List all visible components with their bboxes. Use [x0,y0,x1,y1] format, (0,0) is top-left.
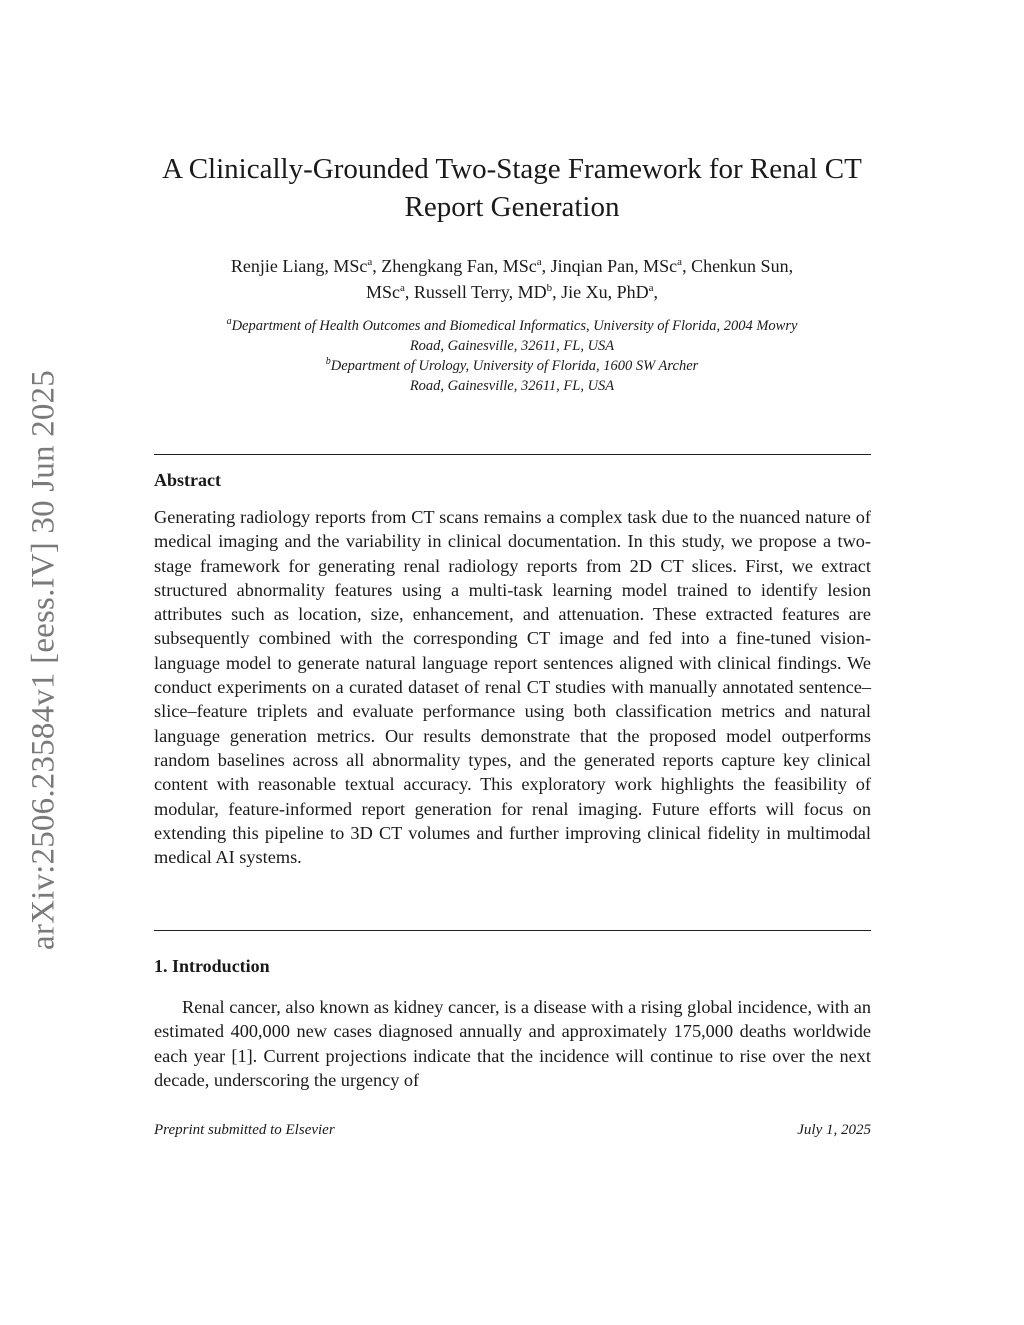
abstract-heading: Abstract [154,470,221,490]
abstract-bottom-rule [154,930,871,931]
affiliation-b: $^b$Department of Urology, University of Florida, 1600 SW Archer [325,356,699,374]
paper-title [140,150,884,226]
footer-date: July 1, 2025 [797,1122,871,1138]
affiliation-b-cont: Road, Gainesville, 32611, FL, USA [409,378,615,394]
abstract-top-rule [154,454,871,455]
affiliation-a: $^a$Department of Health Outcomes and Biomedical Informatics, University of Florida, 2004 Mowry [226,316,798,334]
author-list [155,253,869,305]
author-degree: MSc$^a$, [365,282,414,302]
author: Jie Xu, PhD$^a$, [561,282,659,302]
affiliations [150,316,874,396]
introduction-paragraph: Renal cancer, also known as kidney cancer, is a disease with a rising global incidence, with an estimated 400,000 new cases diagnosed annually and approximately 175,000 deaths worldwide each year [1]. Current projections indicate that the incidence will continue to rise over the next decade, underscoring the urgency of [154,997,871,1090]
author: Russell Terry, $MD^b$, [413,282,562,302]
author: Renjie Liang, MSc$^a$, [230,256,382,276]
author: Jinqian Pan, MSc$^a$, [550,256,692,276]
footer-preprint-note: Preprint submitted to Elsevier [154,1122,335,1138]
title-line-2: Report Generation [404,191,620,223]
author: Zhengkang Fan, MSc$^a$, [381,256,551,276]
author: Chenkun Sun, [691,256,794,276]
affiliation-a-cont: Road, Gainesville, 32611, FL, USA [409,338,615,354]
arxiv-identifier: arXiv:2506.23584v1 [eess.IV] 30 Jun 2025 [25,370,62,950]
title-line-1: A Clinically-Grounded Two-Stage Framework for Renal CT [162,153,862,185]
section-heading-introduction: 1. Introduction [154,956,270,976]
abstract-body: Generating radiology reports from CT scans remains a complex task due to the nuanced nature of medical imaging and the variability in clinical documentation. In this study, we propose a two-stage framework for generating renal radiology reports from 2D CT slices. First, we extract structured abnormality features using a multi-task learning model trained to identify lesion attributes such as location, size, enhancement, and attenuation. These extracted features are subsequently combined with the corresponding CT image and fed into a fine-tuned vision-language model to generate natural language report sentences aligned with clinical findings. We conduct experiments on a curated dataset of renal CT studies with manually annotated sentence–slice–feature triplets and evaluate performance using both classification metrics and natural language generation metrics. Our results demonstrate that the proposed model outperforms random baselines across all abnormality types, and the generated reports capture key clinical content with reasonable textual accuracy. This exploratory work highlights the feasibility of modular, feature-informed report generation for renal imaging. Future efforts will focus on extending this pipeline to 3D CT volumes and further improving clinical fidelity in multimodal medical AI systems. [154,507,871,868]
